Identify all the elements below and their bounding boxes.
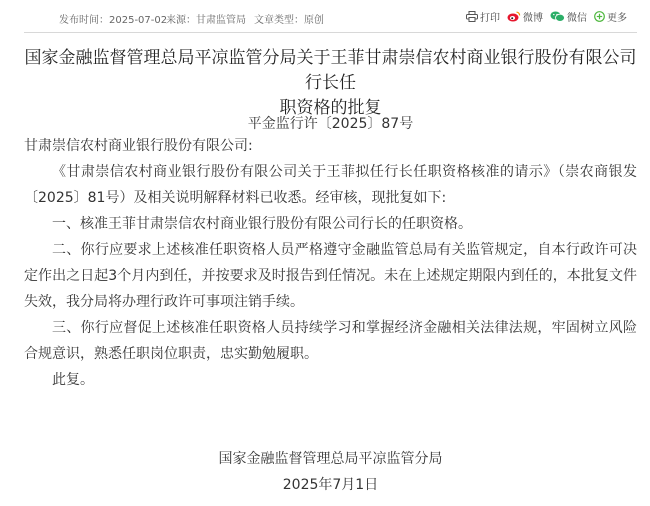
title-line-1: 国家金融监督管理总局平凉监管分局关于王菲甘肃崇信农村商业银行股份有限公司行长任 [24, 48, 637, 93]
signature-date: 2025年7月1日 [282, 477, 379, 493]
header-divider [24, 32, 637, 33]
article-source: 来源：甘肃监管局 [166, 15, 246, 26]
body-paragraph: 《甘肃崇信农村商业银行股份有限公司关于王菲拟任行长任职资格核准的请示》（崇农商银发〔2025〕81号）及相关说明解释材料已收悉。经审核，现批复如下: [24, 164, 637, 206]
wechat-label: 微信 [567, 13, 587, 24]
publish-date: 发布时间：2025-07-02 [59, 15, 168, 26]
signature-organization: 国家金融监督管理总局平凉监管分局 [218, 451, 443, 467]
weibo-share-button[interactable] [507, 9, 543, 24]
addressee: 甘肃崇信农村商业银行股份有限公司: [24, 138, 253, 154]
meta-bar [0, 0, 650, 32]
weibo-label: 微博 [523, 13, 543, 24]
page-title [24, 46, 637, 121]
share-actions [466, 9, 634, 24]
closing-line: 此复。 [52, 372, 94, 388]
document-body [24, 133, 637, 393]
more-label: 更多 [607, 13, 627, 24]
weibo-icon [507, 11, 521, 22]
printer-icon [466, 11, 478, 22]
print-label: 打印 [480, 13, 500, 24]
body-paragraph: 三、你行应督促上述核准任职资格人员持续学习和掌握经济金融相关法律法规，牢固树立风险合规意识，熟悉任职岗位职责，忠实勤勉履职。 [24, 320, 637, 362]
plus-circle-icon [594, 11, 605, 22]
title-line-2: 职资格的批复 [279, 98, 382, 118]
body-paragraph: 一、核准王菲甘肃崇信农村商业银行股份有限公司行长的任职资格。 [52, 216, 472, 232]
body-paragraph: 二、你行应要求上述核准任职资格人员严格遵守金融监管总局有关监管规定，自本行政许可决定作出之日起3个月内到任，并按要求及时报告到任情况。未在上述规定期限内到任的，本批复文件失效，我分局将办理行政许可事项注销手续。 [24, 242, 637, 310]
wechat-share-button[interactable] [550, 9, 587, 24]
wechat-icon [550, 11, 565, 22]
print-button[interactable] [466, 9, 500, 24]
article-type: 文章类型：原创 [254, 15, 324, 26]
more-share-button[interactable] [594, 9, 627, 24]
document-number: 平金监行许〔2025〕87号 [247, 116, 414, 132]
